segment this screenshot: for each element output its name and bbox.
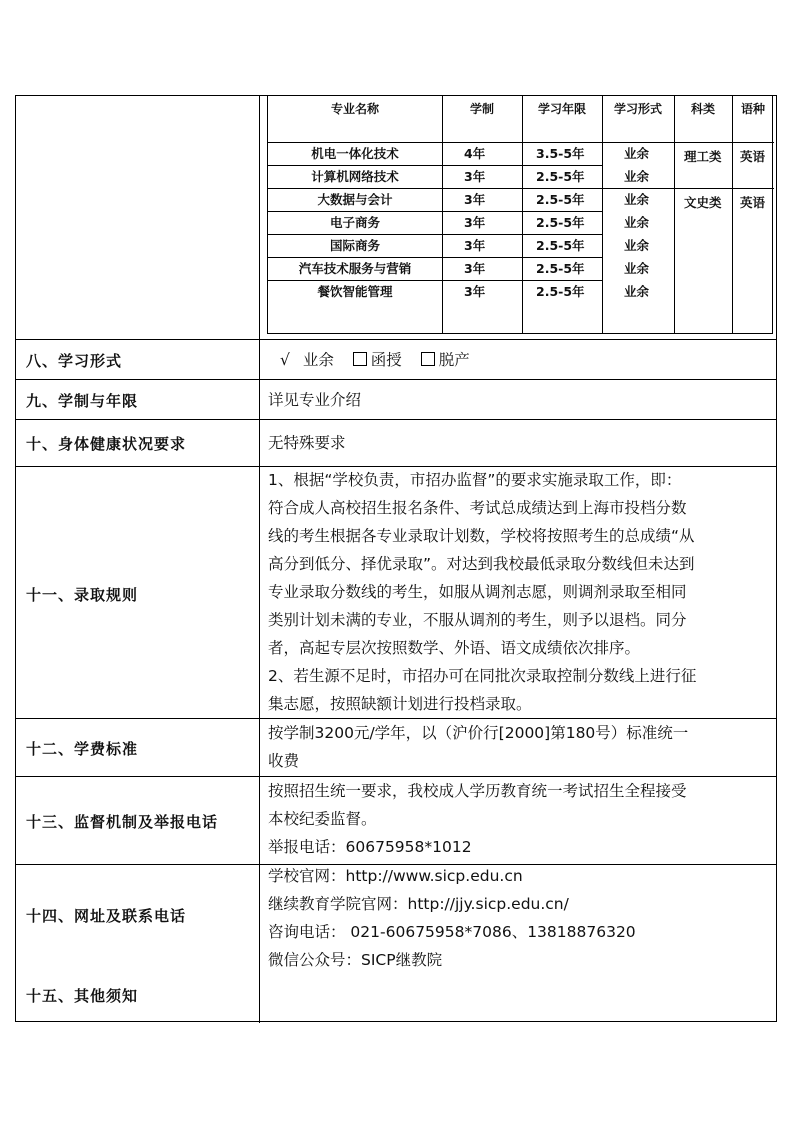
school-website-link[interactable]: 学校官网：http://www.sicp.edu.cn — [268, 867, 523, 885]
language-english: 英语 — [740, 195, 766, 210]
row-duration — [16, 379, 776, 419]
text-line: 收费 — [268, 752, 300, 770]
category-arts: 文史类 — [684, 195, 722, 210]
text-line: 者，高起专层次按照数学、外语、语文成绩依次排序。 — [268, 639, 641, 657]
text-line: 符合成人高校招生报名条件、考试总成绩达到上海市投档分数 — [268, 499, 687, 517]
text-line: 1、根据“学校负责，市招办监督”的要求实施录取工作，即： — [268, 471, 682, 489]
major-name: 国际商务 — [329, 238, 380, 253]
header-major-name: 专业名称 — [330, 102, 379, 116]
major-form: 业余 — [624, 261, 650, 276]
major-duration: 4年 — [464, 146, 486, 161]
duration-value: 详见专业介绍 — [268, 391, 362, 409]
text-line: 线的考生根据各专业录取计划数，学校将按照考生的总成绩“从 — [268, 527, 695, 545]
header-years: 学习年限 — [537, 102, 586, 116]
column-divider — [259, 96, 260, 339]
label-contact: 十四、网址及联系电话 — [26, 907, 187, 925]
college-website-link[interactable]: 继续教育学院官网：http://jjy.sicp.edu.cn/ — [268, 895, 569, 913]
study-form-options — [268, 346, 770, 374]
consult-phone: 咨询电话： 021-60675958*7086、13818876320 — [268, 923, 636, 941]
major-name: 大数据与会计 — [317, 192, 393, 207]
major-years: 2.5-5年 — [536, 238, 585, 253]
major-years: 2.5-5年 — [536, 192, 585, 207]
admission-rules-text — [268, 466, 770, 718]
text-line: 本校纪委监督。 — [268, 810, 377, 828]
major-years: 2.5-5年 — [536, 261, 585, 276]
option-full-time: 脱产 — [438, 351, 470, 369]
label-other-notes: 十五、其他须知 — [26, 987, 139, 1005]
header-category: 科类 — [690, 102, 715, 116]
major-duration: 3年 — [464, 192, 486, 207]
label-admission-rules: 十一、录取规则 — [26, 586, 139, 604]
major-form: 业余 — [624, 146, 650, 161]
major-name: 计算机网络技术 — [311, 169, 399, 184]
major-duration: 3年 — [464, 261, 486, 276]
checkbox-icon — [353, 352, 367, 366]
text-line: 集志愿，按照缺额计划进行投档录取。 — [268, 695, 532, 713]
row-contact — [16, 864, 776, 1023]
label-supervision: 十三、监督机制及举报电话 — [26, 813, 219, 831]
major-name: 电子商务 — [329, 215, 380, 230]
major-duration: 3年 — [464, 169, 486, 184]
wechat-account: 微信公众号：SICP继教院 — [268, 951, 443, 969]
text-line: 类别计划未满的专业，不服从调剂的考生，则予以退档。同分 — [268, 611, 687, 629]
contact-text — [268, 862, 770, 974]
major-years: 2.5-5年 — [536, 215, 585, 230]
majors-table — [267, 96, 773, 334]
language-english: 英语 — [740, 149, 766, 164]
major-form: 业余 — [624, 215, 650, 230]
major-form: 业余 — [624, 169, 650, 184]
label-health: 十、身体健康状况要求 — [26, 435, 187, 453]
major-name: 餐饮智能管理 — [317, 284, 393, 299]
text-line: 按学制3200元/学年，以（沪价行[2000]第180号）标准统一 — [268, 724, 689, 742]
supervision-text — [268, 777, 770, 861]
row-tuition — [16, 718, 776, 776]
header-language: 语种 — [740, 102, 765, 116]
major-years: 2.5-5年 — [536, 284, 585, 299]
major-name: 机电一体化技术 — [311, 146, 399, 161]
report-phone: 举报电话：60675958*1012 — [268, 838, 472, 856]
major-form: 业余 — [624, 238, 650, 253]
text-line: 按照招生统一要求，我校成人学历教育统一考试招生全程接受 — [268, 782, 687, 800]
header-duration: 学制 — [469, 102, 494, 116]
row-study-form — [16, 339, 776, 379]
option-part-time: 业余 — [302, 351, 334, 369]
tuition-text — [268, 719, 770, 775]
row-health — [16, 419, 776, 466]
major-years: 2.5-5年 — [536, 169, 585, 184]
health-value: 无特殊要求 — [268, 434, 346, 452]
major-form: 业余 — [624, 192, 650, 207]
row-admission-rules — [16, 466, 776, 718]
checkbox-icon — [421, 352, 435, 366]
label-study-form: 八、学习形式 — [26, 352, 123, 370]
text-line: 2、若生源不足时，市招办可在同批次录取控制分数线上进行征 — [268, 667, 697, 685]
text-line: 高分到低分、择优录取”。对达到我校最低录取分数线但未达到 — [268, 555, 695, 573]
option-correspondence: 函授 — [370, 351, 402, 369]
major-years: 3.5-5年 — [536, 146, 585, 161]
major-form: 业余 — [624, 284, 650, 299]
major-duration: 3年 — [464, 215, 486, 230]
row-supervision — [16, 776, 776, 864]
category-science: 理工类 — [684, 149, 722, 164]
text-line: 专业录取分数线的考生，如服从调剂志愿，则调剂录取至相同 — [268, 583, 687, 601]
majors-row — [16, 96, 776, 339]
header-study-form: 学习形式 — [613, 102, 662, 116]
major-duration: 3年 — [464, 238, 486, 253]
admission-info-table — [15, 95, 777, 1022]
major-duration: 3年 — [464, 284, 486, 299]
checkmark-icon: √ — [280, 351, 290, 369]
label-duration: 九、学制与年限 — [26, 392, 139, 410]
major-name: 汽车技术服务与营销 — [298, 261, 412, 276]
label-tuition: 十二、学费标准 — [26, 740, 139, 758]
